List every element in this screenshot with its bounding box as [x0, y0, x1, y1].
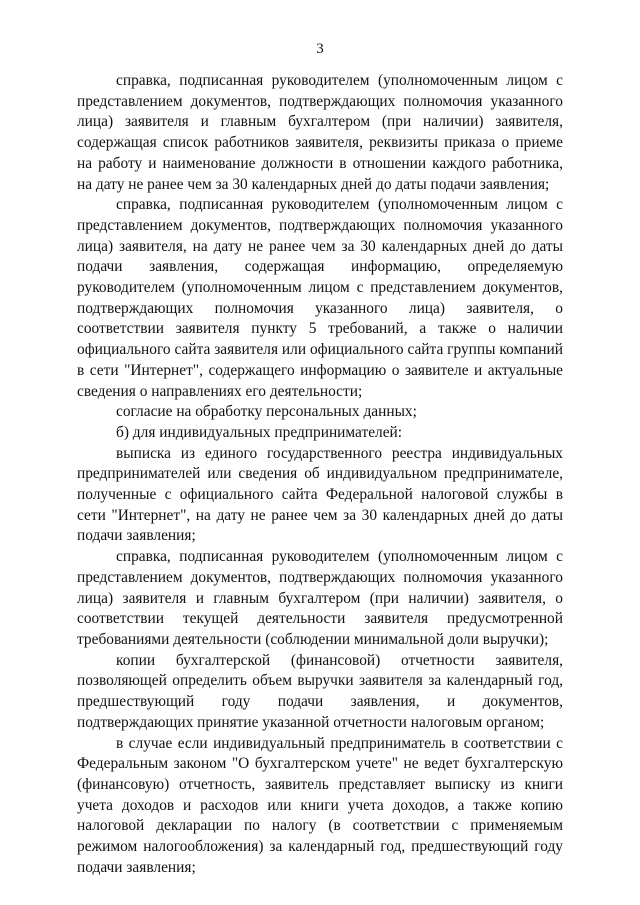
paragraph-income-book-extract: в случае если индивидуальный предприниматель в соответствии с Федеральным законом "О бухгалтерском учете" не ведет бухгалтерскую (финансовую) отчетность, заявитель представляет выписку из книги учета доходов и расходов или книги учета доходов, а также копию налоговой декларации по налогу (в соответствии с применяемым режимом налогообложения) за календарный год, предшествующий году подачи заявления; — [77, 734, 563, 876]
paragraph-compliance-certificate: справка, подписанная руководителем (уполномоченным лицом с представлением документов, подтверждающих полномочия указанного лица) заявителя, на дату не ранее чем за 30 календарных дней до даты подачи заявления, содержащая информацию, определяемую руководителем (уполномоченным лицом с представлением документов, подтверждающих полномочия указанного лица) заявителя, о соответствии заявителя пункту 5 требований, а также о наличии официального сайта заявителя или официального сайта группы компаний в сети "Интернет", содержащего информацию о заявителе и актуальные сведения о направлениях его деятельности; — [77, 196, 563, 400]
paragraph-personal-data-consent: согласие на обработку персональных данных; — [116, 403, 417, 421]
paragraph-activity-certificate: справка, подписанная руководителем (уполномоченным лицом с представлением документов, подтверждающих полномочия указанного лица) заявителя и главным бухгалтером (при наличии) заявителя, о соответствии текущей деятельности заявителя предусмотренной требованиями деятельности (соблюдении минимальной доли выручки); — [77, 548, 563, 648]
page-number: 3 — [316, 41, 324, 57]
paragraph-financial-statements: копии бухгалтерской (финансовой) отчетности заявителя, позволяющей определить объем выручки заявителя за календарный год, предшествующий году подачи заявления, и документов, подтверждающих принятие указанной отчетности налоговым органом; — [77, 651, 563, 731]
paragraph-registry-extract: выписка из единого государственного реестра индивидуальных предпринимателей или сведения об индивидуальном предпринимателе, полученные с официального сайта Федеральной налоговой службы в сети "Интернет", на дату не ранее чем за 30 календарных дней до даты подачи заявления; — [77, 444, 563, 545]
paragraph-staff-certificate: справка, подписанная руководителем (уполномоченным лицом с представлением документов, подтверждающих полномочия указанного лица) заявителя и главным бухгалтером (при наличии) заявителя, содержащая список работников заявителя, реквизиты приказа о приеме на работу и наименование должности в отношении каждого работника, на дату не ранее чем за 30 календарных дней до даты подачи заявления; — [77, 72, 563, 193]
document-body — [77, 71, 563, 878]
paragraph-individual-entrepreneurs-heading: б) для индивидуальных предпринимателей: — [116, 423, 403, 441]
